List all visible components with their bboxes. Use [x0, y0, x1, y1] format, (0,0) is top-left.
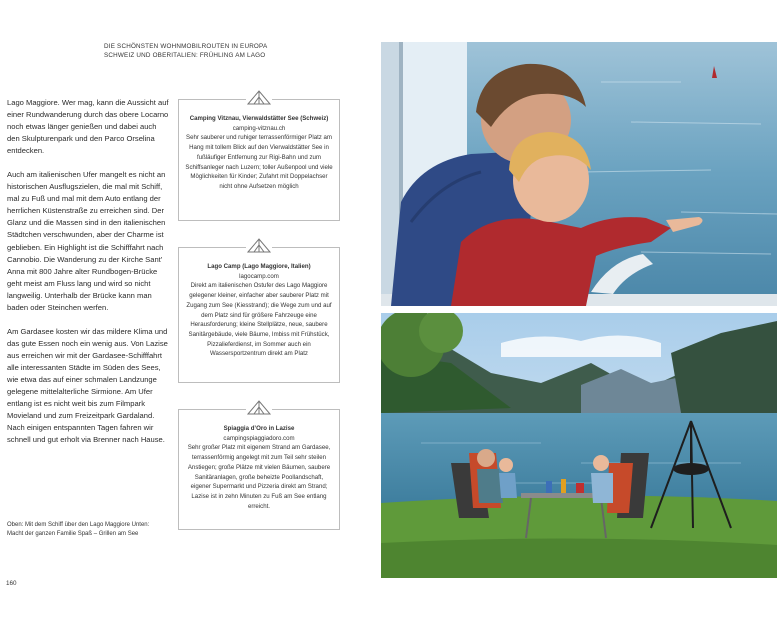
campsite-description: Direkt am italienischen Ostufer des Lago Maggiore gelegener kleiner, einfacher aber sauberer Platz mit Zugang zum See (Kiesstrand); die Wege zum und auf dem Platz sind für größere Fahrzeuge eine Herausforderung; kleine Stellplätze, neue, saubere Sanitärgebäude, viele Bäume, Imbiss mit Frühstück, Pizzalieferdienst, im Sommer auch ein Wassersportzentrum direkt am Platz — [186, 282, 332, 358]
campsite-name: Spiaggia d’Oro in Lazise — [223, 425, 295, 432]
campsite-description: Sehr großer Platz mit eigenem Strand am Gardasee, terrassenförmig angelegt mit zum Teil sehr steilen Anstiegen; große Plätze mit vielen Bäumen, saubere Sanitäranlagen, große beheizte Poollandschaft, eigener Supermarkt und Pizzeria direkt am Strand; Lazise ist in zehn Minuten zu Fuß am See entlang erreicht. — [187, 444, 331, 510]
paragraph: Lago Maggiore. Wer mag, kann die Aussicht auf einer Rundwanderung durch das obere Locarno noch etwas länger genießen und dabei auch den Skulpturenpark und den Parco Orselina entdecken. — [7, 98, 169, 156]
page-number: 160 — [6, 580, 17, 587]
tent-icon — [246, 237, 272, 254]
campsite-box — [178, 247, 340, 383]
tent-icon — [246, 399, 272, 416]
body-text — [7, 97, 169, 458]
campsite-website[interactable]: camping-vitznau.ch — [232, 124, 286, 132]
campsite-website[interactable]: lagocamp.com — [239, 272, 279, 280]
header-line-1: DIE SCHÖNSTEN WOHNMOBILROUTEN IN EUROPA — [104, 43, 268, 50]
tent-icon — [246, 89, 272, 106]
running-header — [104, 42, 364, 60]
campsite-description: Sehr sauberer und ruhiger terrassenförmiger Platz am Hang mit tollem Blick auf den Vierwaldstätter See in fußläufiger Entfernung zur Rigi-Bahn und zum Schiffsanleger nach Luzern; toller Außenpool und viele Möglichkeiten für Kinder; Zufahrt mit Doppelachser nicht ohne Aufsetzen möglich — [185, 134, 333, 190]
campsite-box — [178, 409, 340, 530]
header-line-2: SCHWEIZ UND OBERITALIEN: FRÜHLING AM LAGO — [104, 52, 266, 59]
campsite-name: Lago Camp (Lago Maggiore, Italien) — [207, 263, 311, 270]
paragraph: Am Gardasee kosten wir das mildere Klima und das gute Essen noch ein wenig aus. Von Lazise aus erreichen wir mit der Gardasee-Schifffahrt alle interessanten Städte im Süden des Sees, wie etwa das auf einer schmalen Landzunge gelegene mittelalterliche Sirmione. Am Ufer entlang ist es nicht weit bis zum Filmpark Movieland und zum Freizeitpark Gardaland. Nach einigen entspannten Tagen fahren wir schnell und gut erholt via Brenner nach Hause. — [7, 326, 168, 445]
photo-lake-picnic — [381, 313, 777, 578]
campsite-website[interactable]: campingspiaggiadoro.com — [223, 434, 295, 442]
photo-boat-lake — [381, 42, 777, 306]
photo-caption: Oben: Mit dem Schiff über den Lago Maggiore Unten: Macht der ganzen Familie Spaß – Grillen am See — [7, 522, 150, 537]
campsite-box — [178, 99, 340, 221]
paragraph: Auch am italienischen Ufer mangelt es nicht an historischen Ausflugszielen, die mal mit Schiff, mal zu Fuß und mal mit dem Auto entlang der herrlichen Küstenstraße zu erreichen sind. Der Glanz und die Massen sind in den italienischen Städtchen verschwunden, aber der Charme ist geblieben. Ein Highlight ist die Schifffahrt nach Cannobio. Die Wanderung zu der Kirche Sant’ Anna mit 800 Jahre alter Rundbogen-Brücke geht meist am Fluss lang und wird so nicht langweilig. Unterhalb der Brücke kann man baden oder Steinchen werfen. — [7, 170, 166, 312]
campsite-name: Camping Vitznau, Vierwaldstätter See (Schweiz) — [189, 115, 329, 122]
